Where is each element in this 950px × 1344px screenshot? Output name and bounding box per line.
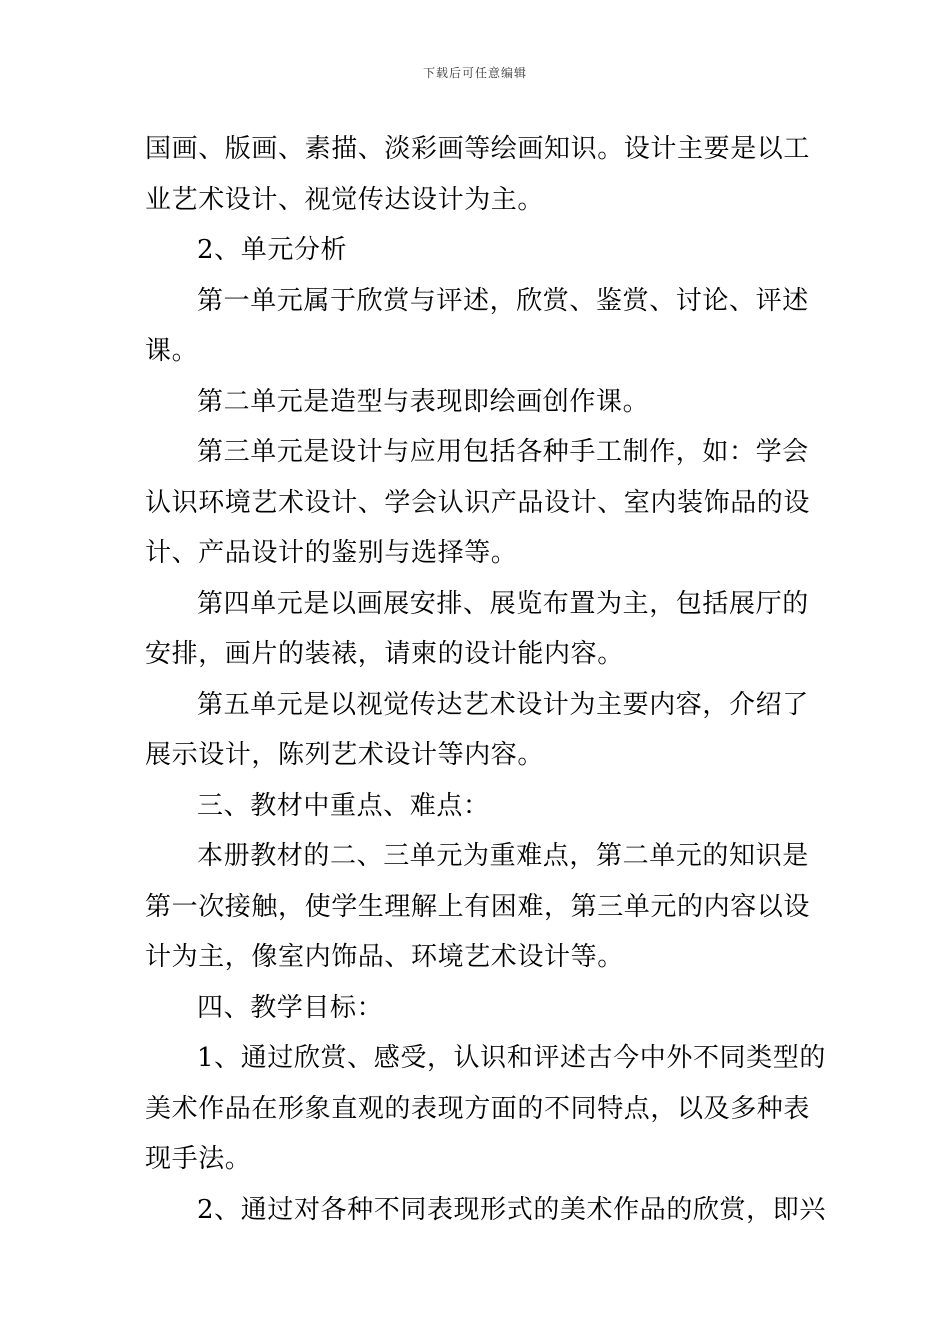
text-line: 业艺术设计、视觉传达设计为主。 — [145, 184, 545, 215]
text-line: 展示设计，陈列艺术设计等内容。 — [145, 740, 545, 770]
text-line: 课。 — [145, 336, 199, 366]
text-line: 国画、版画、素描、淡彩画等绘画知识。设计主要是以工 — [145, 134, 811, 164]
text-line: 现手法。 — [145, 1144, 252, 1174]
section-heading: 2、单元分析 — [197, 235, 348, 265]
text-line: 第三单元是设计与应用包括各种手工制作，如：学会 — [197, 437, 809, 467]
page-header: 下载后可任意编辑 — [422, 66, 527, 80]
text-line: 安排，画片的装裱，请柬的设计能内容。 — [145, 639, 624, 669]
text-line: 第一单元属于欣赏与评述，欣赏、鉴赏、讨论、评述 — [197, 285, 809, 316]
text-line: 1、通过欣赏、感受，认识和评述古今中外不同类型的 — [197, 1043, 826, 1073]
section-heading: 三、教材中重点、难点： — [197, 790, 490, 821]
text-line: 认识环境艺术设计、学会认识产品设计、室内装饰品的设 — [145, 487, 811, 518]
text-line: 美术作品在形象直观的表现方面的不同特点，以及多种表 — [145, 1093, 811, 1124]
document-body — [145, 124, 826, 1235]
text-line: 第二单元是造型与表现即绘画创作课。 — [197, 386, 650, 417]
text-line: 2、通过对各种不同表现形式的美术作品的欣赏，即兴 — [197, 1194, 826, 1225]
text-line: 本册教材的二、三单元为重难点，第二单元的知识是 — [197, 841, 809, 871]
section-heading: 四、教学目标： — [197, 992, 384, 1023]
text-line: 第四单元是以画展安排、展览布置为主，包括展厅的 — [197, 588, 809, 619]
text-line: 第一次接触，使学生理解上有困难，第三单元的内容以设 — [145, 891, 811, 922]
text-line: 第五单元是以视觉传达艺术设计为主要内容，介绍了 — [197, 689, 809, 720]
text-line: 计、产品设计的鉴别与选择等。 — [145, 538, 518, 568]
text-line: 计为主，像室内饰品、环境艺术设计等。 — [145, 942, 624, 972]
